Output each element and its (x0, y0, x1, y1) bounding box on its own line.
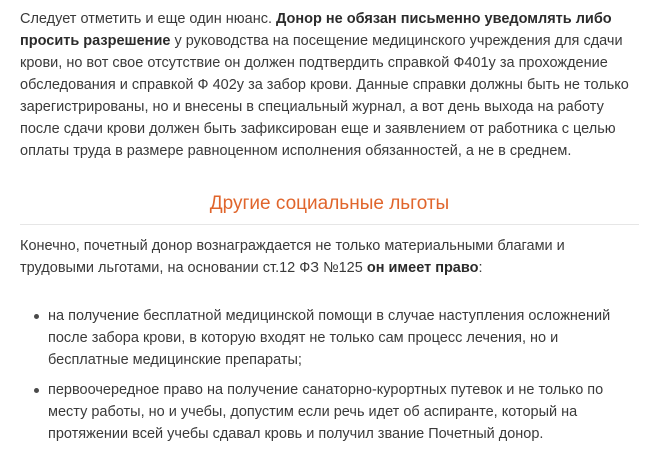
paragraph-honorary-donor (20, 235, 639, 279)
section-heading: Другие социальные льготы (209, 193, 450, 214)
paragraph-text: Конечно, почетный донор вознаграждается не только материальными благами и трудовыми льготами, на основании ст.12 ФЗ №125 (20, 238, 565, 276)
paragraph-donor-notice (20, 8, 639, 162)
bullet-icon (34, 314, 39, 319)
list-item (34, 379, 639, 445)
paragraph-text: : (478, 260, 483, 276)
list-item (34, 305, 639, 371)
list-item-text: первоочередное право на получение санаторно-курортных путевок и не только по месту работы, но и учебы, допустим если речь идет об аспиранте, который на протяжении всей учебы сдавал кровь и получил звание Почетный донор. (48, 382, 604, 442)
list-item-text: на получение бесплатной медицинской помощи в случае наступления осложнений после забора крови, в которую входят не только сам процесс лечения, но и бесплатные медицинские препараты; (48, 308, 611, 368)
paragraph-text: Следует отметить и еще один нюанс. (20, 11, 277, 27)
benefits-list (20, 305, 639, 445)
paragraph-bold-text: Донор не обязан письменно уведомлять либо просить разрешение (20, 11, 612, 49)
heading-divider (20, 224, 639, 225)
paragraph-text: у руководства на посещение медицинского учреждения для сдачи крови, но вот свое отсутствие он должен подтвердить справкой Ф401у за прохождение обследования и справкой Ф 402у за забор крови. Данные справки должны быть не только зарегистрированы, но и внесены в специальный журнал, а вот день выхода на работу после сдачи крови должен быть зафиксирован еще и заявлением от работника с целью оплаты труда в размере равноценном исполнения обязанностей, а не в среднем. (20, 33, 629, 159)
paragraph-bold-text: он имеет право (366, 260, 479, 276)
bullet-icon (34, 388, 39, 393)
